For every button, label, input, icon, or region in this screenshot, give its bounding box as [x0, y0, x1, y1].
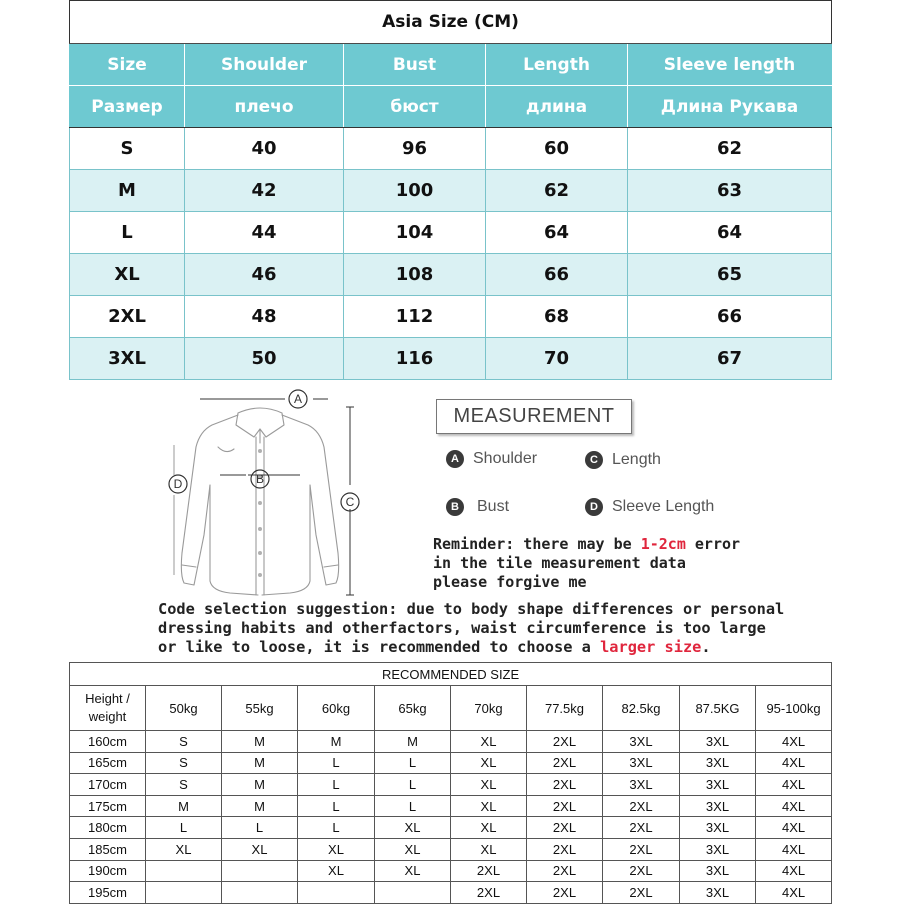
size-row: [70, 254, 832, 296]
size-row: [70, 338, 832, 380]
size-table-title: Asia Size (CM): [70, 1, 832, 44]
recommended-size-cell: L: [298, 752, 375, 774]
recommended-size-cell: 4XL: [756, 817, 832, 839]
recommended-size-cell: S: [146, 752, 222, 774]
size-header-ru: [70, 86, 832, 128]
legend-label: Bust: [477, 498, 510, 515]
recommended-size-cell: 3XL: [680, 817, 756, 839]
recommended-size-cell: XL: [451, 752, 527, 774]
size-table: [69, 0, 832, 380]
header-bust-ru: бюст: [344, 86, 486, 128]
recommended-size-cell: L: [375, 774, 451, 796]
recommended-size-table: [69, 662, 832, 904]
recommended-size-cell: 4XL: [756, 731, 832, 753]
header-sleeve-length-ru: Длина Рукава: [628, 86, 832, 128]
recommended-size-cell: M: [222, 731, 298, 753]
measure-cell: 62: [628, 128, 832, 170]
legend-label: Sleeve Length: [612, 498, 715, 515]
reminder-highlight: 1-2cm: [640, 535, 686, 553]
measure-cell: 108: [344, 254, 486, 296]
recommended-size-cell: [375, 882, 451, 904]
recommended-size-cell: L: [375, 795, 451, 817]
height-cell: 165cm: [70, 752, 146, 774]
header-size: Size: [70, 44, 185, 86]
height-cell: 170cm: [70, 774, 146, 796]
recommended-size-cell: 2XL: [603, 817, 680, 839]
recommended-size-cell: [146, 882, 222, 904]
measure-cell: 116: [344, 338, 486, 380]
shirt-buttons: [255, 449, 265, 577]
reminder-line-2: in the tile measurement data: [433, 554, 686, 572]
recommended-size-cell: 3XL: [603, 752, 680, 774]
recommended-size-cell: L: [298, 774, 375, 796]
legend-label: Shoulder: [473, 450, 538, 467]
recommended-size-cell: 2XL: [451, 882, 527, 904]
recommended-size-cell: 2XL: [603, 838, 680, 860]
recommended-size-cell: M: [146, 795, 222, 817]
recommended-size-cell: [222, 860, 298, 882]
size-row: [70, 170, 832, 212]
measure-cell: 46: [185, 254, 344, 296]
measure-cell: 112: [344, 296, 486, 338]
size-suggestion-note: [158, 600, 784, 657]
recommended-size-cell: XL: [451, 731, 527, 753]
recommended-size-cell: [146, 860, 222, 882]
recommended-size-cell: 2XL: [451, 860, 527, 882]
recommended-size-cell: XL: [375, 817, 451, 839]
svg-text:B: B: [255, 472, 265, 486]
diagram-label-b: [251, 470, 269, 488]
recommended-size-cell: 3XL: [680, 882, 756, 904]
measure-cell: 65: [628, 254, 832, 296]
header-length-ru: длина: [486, 86, 628, 128]
badge-b-icon: B: [446, 498, 464, 516]
measurement-title: MEASUREMENT: [436, 399, 632, 434]
diagram-label-d: [169, 475, 187, 493]
recommended-size-cell: XL: [451, 838, 527, 860]
height-cell: 160cm: [70, 731, 146, 753]
measure-cell: 62: [486, 170, 628, 212]
weight-header: 55kg: [222, 686, 298, 731]
recommended-size-cell: XL: [298, 838, 375, 860]
measure-cell: 70: [486, 338, 628, 380]
recommended-size-cell: 3XL: [680, 752, 756, 774]
recommended-size-cell: 4XL: [756, 752, 832, 774]
recommended-title: RECOMMENDED SIZE: [70, 663, 832, 686]
recommended-size-cell: 2XL: [527, 752, 603, 774]
measure-cell: 48: [185, 296, 344, 338]
recommended-size-cell: 2XL: [603, 860, 680, 882]
weight-header: 77.5kg: [527, 686, 603, 731]
recommended-size-cell: 2XL: [527, 795, 603, 817]
recommended-size-cell: XL: [451, 774, 527, 796]
recommended-size-cell: 3XL: [680, 838, 756, 860]
size-cell: XL: [70, 254, 185, 296]
recommended-size-cell: M: [298, 731, 375, 753]
recommended-row: [70, 795, 832, 817]
size-header-en: [70, 44, 832, 86]
recommended-size-cell: 4XL: [756, 838, 832, 860]
diagram-label-a: [289, 390, 307, 408]
recommended-size-cell: S: [146, 731, 222, 753]
recommended-size-cell: L: [298, 817, 375, 839]
size-cell: S: [70, 128, 185, 170]
recommended-size-cell: L: [298, 795, 375, 817]
recommended-size-cell: XL: [375, 838, 451, 860]
svg-text:A: A: [293, 392, 303, 406]
diagram-label-c: [341, 493, 359, 511]
recommended-size-cell: L: [146, 817, 222, 839]
height-weight-corner: Height / weight: [70, 686, 146, 731]
measure-cell: 96: [344, 128, 486, 170]
size-cell: 2XL: [70, 296, 185, 338]
measure-cell: 67: [628, 338, 832, 380]
recommended-size-cell: 4XL: [756, 860, 832, 882]
measure-cell: 104: [344, 212, 486, 254]
recommended-size-cell: 2XL: [527, 817, 603, 839]
recommended-row: [70, 731, 832, 753]
suggestion-highlight: larger size: [600, 638, 702, 656]
measure-cell: 64: [628, 212, 832, 254]
shirt-diagram: [160, 385, 380, 600]
recommended-row: [70, 860, 832, 882]
recommended-size-cell: 4XL: [756, 882, 832, 904]
measure-cell: 100: [344, 170, 486, 212]
recommended-size-cell: 2XL: [527, 731, 603, 753]
recommended-size-cell: 3XL: [603, 731, 680, 753]
recommended-row: [70, 838, 832, 860]
legend-shoulder: [446, 450, 537, 468]
recommended-header-row: [70, 686, 832, 731]
height-cell: 190cm: [70, 860, 146, 882]
svg-text:D: D: [173, 477, 183, 491]
recommended-size-cell: 2XL: [527, 838, 603, 860]
svg-text:C: C: [345, 495, 355, 509]
header-length: Length: [486, 44, 628, 86]
recommended-size-cell: 3XL: [680, 795, 756, 817]
measure-cell: 64: [486, 212, 628, 254]
badge-d-icon: D: [585, 498, 603, 516]
recommended-size-cell: 2XL: [527, 882, 603, 904]
weight-header: 70kg: [451, 686, 527, 731]
size-row: [70, 128, 832, 170]
size-row: [70, 212, 832, 254]
recommended-row: [70, 882, 832, 904]
weight-header: 65kg: [375, 686, 451, 731]
measure-cell: 68: [486, 296, 628, 338]
measure-cell: 40: [185, 128, 344, 170]
recommended-size-cell: XL: [451, 817, 527, 839]
measure-cell: 60: [486, 128, 628, 170]
header-shoulder: Shoulder: [185, 44, 344, 86]
weight-header: 87.5KG: [680, 686, 756, 731]
recommended-size-cell: M: [222, 752, 298, 774]
recommended-row: [70, 817, 832, 839]
measure-cell: 66: [486, 254, 628, 296]
recommended-size-cell: S: [146, 774, 222, 796]
recommended-size-cell: 2XL: [527, 774, 603, 796]
height-cell: 180cm: [70, 817, 146, 839]
legend-length: [585, 451, 661, 469]
height-cell: 175cm: [70, 795, 146, 817]
recommended-size-cell: L: [375, 752, 451, 774]
recommended-row: [70, 774, 832, 796]
height-cell: 195cm: [70, 882, 146, 904]
header-sleeve-length: Sleeve length: [628, 44, 832, 86]
recommended-size-cell: M: [222, 774, 298, 796]
recommended-size-cell: 3XL: [680, 860, 756, 882]
recommended-size-cell: XL: [451, 795, 527, 817]
reminder-note: [433, 535, 740, 592]
reminder-line-1: Reminder: there may be 1-2cm error: [433, 535, 741, 553]
size-row: [70, 296, 832, 338]
measure-cell: 50: [185, 338, 344, 380]
size-cell: M: [70, 170, 185, 212]
header-size-ru: Размер: [70, 86, 185, 128]
suggestion-line-1: Code selection suggestion: due to body shape differences or personal: [158, 600, 785, 618]
recommended-row: [70, 752, 832, 774]
recommended-size-cell: XL: [375, 860, 451, 882]
recommended-size-cell: XL: [298, 860, 375, 882]
badge-c-icon: C: [585, 451, 603, 469]
weight-header: 60kg: [298, 686, 375, 731]
recommended-size-cell: M: [222, 795, 298, 817]
measure-cell: 42: [185, 170, 344, 212]
recommended-size-cell: L: [222, 817, 298, 839]
reminder-line-3: please forgive me: [433, 573, 587, 591]
badge-a-icon: A: [446, 450, 464, 468]
legend-label: Length: [612, 451, 661, 468]
height-cell: 185cm: [70, 838, 146, 860]
recommended-size-cell: 3XL: [680, 731, 756, 753]
header-shoulder-ru: плечо: [185, 86, 344, 128]
recommended-size-cell: [298, 882, 375, 904]
recommended-size-cell: M: [375, 731, 451, 753]
legend-bust: [446, 498, 509, 516]
suggestion-line-2: dressing habits and otherfactors, waist circumference is too large: [158, 619, 766, 637]
recommended-size-cell: XL: [146, 838, 222, 860]
measure-cell: 44: [185, 212, 344, 254]
recommended-size-cell: XL: [222, 838, 298, 860]
size-cell: L: [70, 212, 185, 254]
recommended-size-cell: 4XL: [756, 795, 832, 817]
weight-header: 82.5kg: [603, 686, 680, 731]
recommended-size-cell: 3XL: [680, 774, 756, 796]
recommended-size-cell: 2XL: [603, 795, 680, 817]
weight-header: 95-100kg: [756, 686, 832, 731]
recommended-size-cell: 2XL: [603, 882, 680, 904]
recommended-size-cell: 4XL: [756, 774, 832, 796]
measure-cell: 63: [628, 170, 832, 212]
recommended-size-cell: 3XL: [603, 774, 680, 796]
recommended-size-cell: [222, 882, 298, 904]
legend-sleeve-length: [585, 498, 714, 516]
recommended-size-cell: 2XL: [527, 860, 603, 882]
weight-header: 50kg: [146, 686, 222, 731]
suggestion-line-3: or like to loose, it is recommended to choose a larger size.: [158, 638, 711, 656]
size-cell: 3XL: [70, 338, 185, 380]
header-bust: Bust: [344, 44, 486, 86]
measure-cell: 66: [628, 296, 832, 338]
